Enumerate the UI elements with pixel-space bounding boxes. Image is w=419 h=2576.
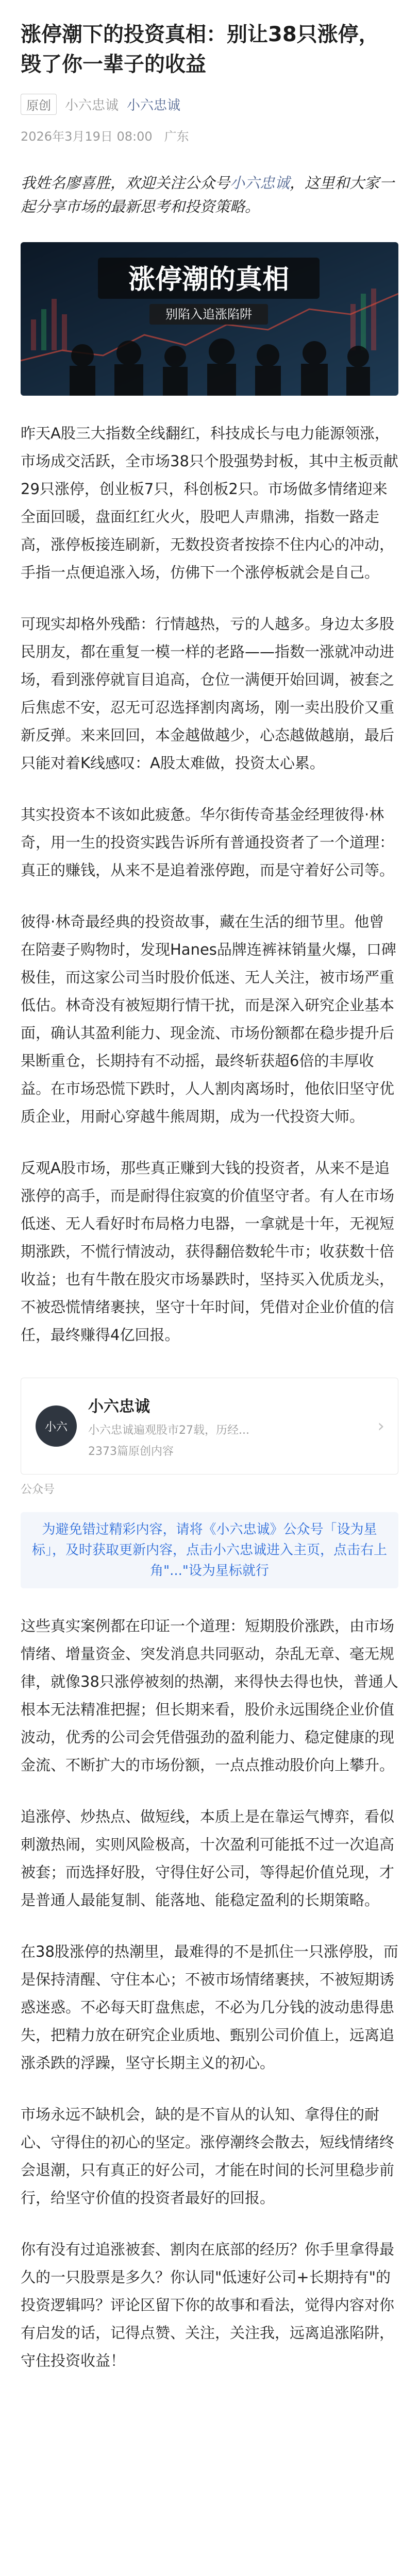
paragraph: 彼得·林奇最经典的投资故事，藏在生活的细节里。他曾在陪妻子购物时，发现Hanes品牌连裤袜销量火爆，口碑极佳，而这家公司当时股价低迷、无人关注，被市场严重低估。林奇没有被短期行情干扰，而是深入研究企业基本面，确认其盈利能力、现金流、市场份额都在稳步提升后果断重仓，长期持有不动摇，最终斩获超6倍的丰厚收益。在市场恐慌下跌时，人人割肉离场时，他依旧坚守优质企业，用耐心穿越牛熊周期，成为一代投资大师。: [21, 913, 396, 1125]
hero-image: [21, 242, 398, 396]
paragraph: 追涨停、炒热点、做短线，本质上是在靠运气博弈，看似刺激热闹，实则风险极高，十次盈利可能抵不过一次追高被套；而选择好股，守得住好公司，等得起价值兑现，才是普通人最能复制、能落地、能稳定盈利的长期策略。: [21, 1808, 395, 1909]
intro-text-1: 我姓名廖喜胜，欢迎关注公众号: [21, 174, 230, 192]
article-meta: [21, 94, 398, 115]
account-avatar: 小六: [36, 1405, 77, 1447]
intro-paragraph: [21, 171, 398, 218]
account-followers: 小六忠诚遍观股市27载，历经...: [88, 1424, 249, 1437]
section-3: [21, 801, 398, 884]
paragraph: 这些真实案例都在印证一个道理：短期股价涨跌，由市场情绪、增量资金、突发消息共同驱动，杂乱无章、毫无规律，就像38只涨停被刻的热潮，来得快去得也快，普通人根本无法精准把握；但长期来看，股价永远围绕企业价值波动，优秀的公司会凭借强劲的盈利能力、稳定健康的现金流、不断扩大的市场份额，一点点推动股价向上攀升。: [21, 1617, 398, 1774]
original-tag: 原创: [21, 94, 57, 115]
intro-text-2: ，这里和大家一起分享市场的最新思考和投资策略。: [21, 174, 395, 215]
account-original-count: 2373篇原创内容: [88, 1445, 174, 1458]
author-name: 小六忠诚: [65, 98, 119, 113]
paragraph: 可现实却格外残酷：行情越热，亏的人越多。身边太多股民朋友，都在重复一模一样的老路——指数一涨就冲动进场，看到涨停就盲目追高，仓位一满便开始回调，被套之后焦虑不安，忍无可忍选择割肉离场，刚一卖出股价又重新反弹。来来回回，本金越做越少，心态越做越崩，最后只能对着K线感叹：A股太难做，投资太心累。: [21, 615, 395, 772]
intro-account-link[interactable]: 小六忠诚: [230, 174, 290, 192]
section-4: [21, 908, 398, 1130]
section-2: [21, 610, 398, 777]
hero-title: 涨停潮的真相: [128, 264, 290, 295]
card-caption: 公众号: [21, 1483, 55, 1496]
hero-subtitle: 别陷入追涨陷阱: [165, 307, 252, 321]
publish-location: 广东: [164, 129, 189, 144]
account-card[interactable]: [21, 1378, 398, 1475]
section-9: [21, 2100, 398, 2212]
section-10: [21, 2235, 398, 2375]
account-name: 小六忠诚: [88, 1398, 150, 1416]
author-link[interactable]: 小六忠诚: [127, 98, 181, 113]
section-1: [21, 419, 398, 586]
chevron-right-icon: ›: [377, 1416, 384, 1436]
publish-date: 2026年3月19日 08:00: [21, 129, 153, 144]
account-info: [88, 1394, 249, 1459]
hero-illustration: [21, 242, 398, 396]
section-8: [21, 1938, 398, 2077]
star-reminder: 为避免错过精彩内容，请将《小六忠诚》公众号「设为星标」，及时获取更新内容，点击小六忠诚进入主页，点击右上角"..."设为星标就行: [21, 1512, 398, 1588]
paragraph: 昨天A股三大指数全线翻红，科技成长与电力能源领涨，市场成交活跃，全市场38只个股强势封板，其中主板贡献29只涨停，创业板7只，科创板2只。市场做多情绪迎来全面回暖，盘面红红火火，股吧人声鼎沸，指数一路走高，涨停板接连刷新，无数投资者按捺不住内心的冲动，手指一点便追涨入场，仿佛下一个涨停板就会是自己。: [21, 425, 398, 581]
paragraph: 其实投资本不该如此疲惫。华尔街传奇基金经理彼得·林奇，用一生的投资实践告诉所有普通投资者了一个道理：真正的赚钱，从来不是追着涨停跑，而是守着好公司等。: [21, 806, 395, 879]
section-5: [21, 1154, 398, 1349]
section-7: [21, 1803, 398, 1914]
publish-info: [21, 126, 398, 144]
paragraph: 在38股涨停的热潮里，最难得的不是抓住一只涨停股，而是保持清醒、守住本心；不被市场情绪裹挟，不被短期诱惑迷惑。不必每天盯盘焦虑，不必为几分钱的波动患得患失，把精力放在研究企业质地、甄别公司价值上，远离追涨杀跌的浮躁，坚守长期主义的初心。: [21, 1943, 398, 2072]
paragraph: 市场永远不缺机会，缺的是不盲从的认知、拿得住的耐心、守得住的初心的坚定。涨停潮终会散去，短线情绪终会退潮，只有真正的好公司，才能在时间的长河里稳步前行，给坚守价值的投资者最好的回报。: [21, 2106, 395, 2207]
article-title: 涨停潮下的投资真相：别让38只涨停，毁了你一辈子的收益: [21, 23, 379, 76]
section-6: [21, 1612, 398, 1779]
paragraph: 反观A股市场，那些真正赚到大钱的投资者，从来不是追涨停的高手，而是耐得住寂寞的价值坚守者。有人在市场低迷、无人看好时布局格力电器，一拿就是十年，无视短期涨跌，不慌行情波动，获得翻倍数轮牛市；收获数十倍收益；也有牛散在股灾市场暴跌时，坚持买入优质龙头，不被恐慌情绪裹挟，坚守十年时间，凭借对企业价值的信任，最终赚得4亿回报。: [21, 1159, 395, 1344]
paragraph: 你有没有过追涨被套、割肉在底部的经历？你手里拿得最久的一只股票是多久？你认同"低速好公司+长期持有"的投资逻辑吗？评论区留下你的故事和看法，觉得内容对你有启发的话，记得点赞、关注，关注我，远离追涨陷阱，守住投资收益！: [21, 2241, 395, 2369]
